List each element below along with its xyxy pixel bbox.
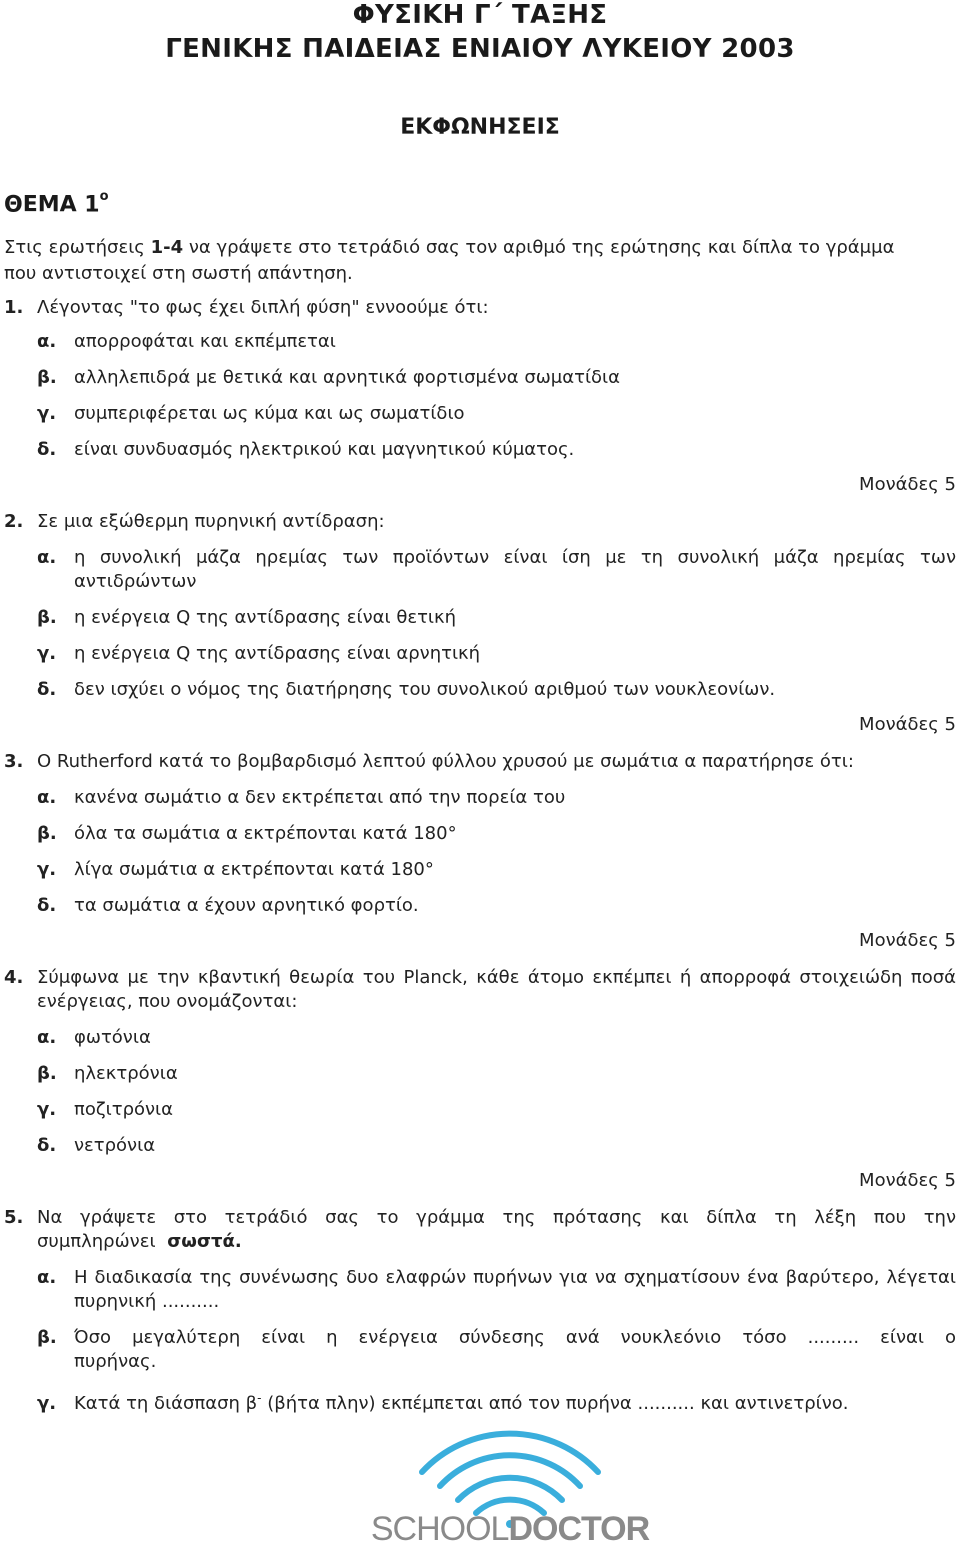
option — [37, 546, 956, 594]
option — [37, 1386, 849, 1416]
question-4 — [4, 966, 956, 1014]
option — [37, 402, 465, 426]
units-label: Μονάδες 5 — [859, 474, 956, 495]
option-letter: β. — [37, 1063, 57, 1084]
option-text: Όσο μεγαλύτερη είναι η ενέργεια σύνδεσης ανά νουκλεόνιο τόσο ......... είναι ο πυρήνας. — [74, 1327, 956, 1372]
option-text: ηλεκτρόνια — [74, 1063, 178, 1084]
option-text: η συνολική μάζα ηρεμίας των προϊόντων είναι ίση με τη συνολική μάζα ηρεμίας των αντιδρώντων — [74, 547, 956, 592]
logo-wordmark — [360, 1510, 660, 1549]
option-letter: γ. — [37, 1099, 57, 1120]
question-text: Λέγοντας "το φως έχει διπλή φύση" εννοούμε ότι: — [37, 297, 489, 318]
option-text — [74, 1393, 849, 1414]
question-text: Ο Rutherford κατά το βομβαρδισμό λεπτού φύλλου χρυσού με σωμάτια α παρατήρησε ότι: — [37, 751, 854, 772]
question-3 — [4, 750, 854, 774]
option — [37, 858, 434, 882]
option-letter: α. — [37, 1267, 57, 1288]
option — [37, 642, 480, 666]
option — [37, 606, 456, 630]
option-letter: β. — [37, 367, 57, 388]
option-letter: β. — [37, 607, 57, 628]
units-label: Μονάδες 5 — [859, 714, 956, 735]
option — [37, 678, 775, 702]
schooldoctor-logo — [360, 1420, 660, 1548]
option-letter: γ. — [37, 859, 57, 880]
question-1 — [4, 296, 489, 320]
option — [37, 822, 457, 846]
option-text: φωτόνια — [74, 1027, 151, 1048]
option-letter: γ. — [37, 1393, 57, 1414]
instructions-text: Στις ερωτήσεις — [4, 237, 151, 258]
option-letter: α. — [37, 1027, 57, 1048]
option-superscript: - — [257, 1391, 262, 1405]
option-text-part: (βήτα πλην) εκπέμπεται από τον πυρήνα .......... και αντινετρίνο. — [261, 1393, 849, 1414]
theme-superscript: ο — [99, 189, 109, 204]
option-text-part: Κατά τη διάσπαση β — [74, 1393, 258, 1414]
question-text-body: Να γράψετε στο τετράδιό σας το γράμμα της πρότασης και δίπλα τη λέξη που την συμπληρώνει — [37, 1207, 956, 1252]
option-text: όλα τα σωμάτια α εκτρέπονται κατά 180° — [74, 823, 457, 844]
document-title: ΦΥΣΙΚΗ Γ΄ ΤΑΞΗΣ — [352, 0, 608, 30]
units-label: Μονάδες 5 — [859, 930, 956, 951]
question-number: 1. — [4, 297, 24, 318]
option-text: δεν ισχύει ο νόμος της διατήρησης του συνολικού αριθμού των νουκλεονίων. — [74, 679, 776, 700]
instructions-line-1 — [4, 236, 894, 260]
option-text: κανένα σωμάτιο α δεν εκτρέπεται από την πορεία του — [74, 787, 566, 808]
option-letter: δ. — [37, 895, 57, 916]
document-subtitle: ΓΕΝΙΚΗΣ ΠΑΙΔΕΙΑΣ ΕΝΙΑΙΟΥ ΛΥΚΕΙΟΥ 2003 — [165, 34, 795, 64]
units-label: Μονάδες 5 — [859, 1170, 956, 1191]
option-letter: δ. — [37, 1135, 57, 1156]
option-text: η ενέργεια Q της αντίδρασης είναι θετική — [74, 607, 457, 628]
option-letter: α. — [37, 787, 57, 808]
option-text: Η διαδικασία της συνένωσης δυο ελαφρών πυρήνων για να σχηματίσουν ένα βαρύτερο, λέγεται πυρηνική .......... — [74, 1267, 956, 1312]
option-letter: γ. — [37, 403, 57, 424]
question-number: 3. — [4, 751, 24, 772]
instructions-range: 1-4 — [150, 237, 184, 258]
option-text: λίγα σωμάτια α εκτρέπονται κατά 180° — [74, 859, 434, 880]
option-letter: β. — [37, 823, 57, 844]
question-number: 5. — [4, 1207, 24, 1228]
theme-heading — [4, 189, 109, 218]
option — [37, 366, 620, 390]
option-letter: β. — [37, 1327, 57, 1348]
option-text: συμπεριφέρεται ως κύμα και ως σωματίδιο — [74, 403, 465, 424]
question-text — [37, 1206, 956, 1254]
option — [37, 330, 336, 354]
option-letter: γ. — [37, 643, 57, 664]
option-text: αλληλεπιδρά με θετικά και αρνητικά φορτισμένα σωματίδια — [74, 367, 621, 388]
option — [37, 1026, 151, 1050]
option-text: είναι συνδυασμός ηλεκτρικού και μαγνητικού κύματος. — [74, 439, 575, 460]
question-2 — [4, 510, 385, 534]
option-text: απορροφάται και εκπέμπεται — [74, 331, 336, 352]
option — [37, 1062, 178, 1086]
question-text: Σύμφωνα με την κβαντική θεωρία του Planck, κάθε άτομο εκπέμπει ή απορροφά στοιχειώδη ποσά ενέργειας, που ονομάζονται: — [37, 967, 956, 1012]
option-letter: α. — [37, 547, 57, 568]
question-number: 4. — [4, 967, 24, 988]
option-letter: δ. — [37, 439, 57, 460]
question-text: Σε μια εξώθερμη πυρηνική αντίδραση: — [37, 511, 385, 532]
logo-text-school: SCHOOL — [370, 1510, 509, 1548]
option — [37, 1326, 956, 1374]
option-text: η ενέργεια Q της αντίδρασης είναι αρνητική — [74, 643, 481, 664]
option — [37, 786, 565, 810]
option-text: ποζιτρόνια — [74, 1099, 174, 1120]
option — [37, 1098, 173, 1122]
question-5 — [4, 1206, 956, 1254]
option-letter: α. — [37, 331, 57, 352]
section-heading: ΕΚΦΩΝΗΣΕΙΣ — [400, 115, 560, 140]
option — [37, 1134, 155, 1158]
option — [37, 1266, 956, 1314]
option-text: τα σωμάτια α έχουν αρνητικό φορτίο. — [74, 895, 419, 916]
theme-label: ΘΕΜΑ 1 — [4, 192, 100, 218]
question-number: 2. — [4, 511, 24, 532]
option-letter: δ. — [37, 679, 57, 700]
instructions-text: να γράψετε στο τετράδιό σας τον αριθμό της ερώτησης και δίπλα το γράμμα — [183, 237, 895, 258]
logo-text-doctor: DOCTOR — [508, 1510, 650, 1548]
question-text-emphasis: σωστά. — [167, 1231, 242, 1252]
option — [37, 894, 419, 918]
option-text: νετρόνια — [74, 1135, 156, 1156]
instructions-line-2: που αντιστοιχεί στη σωστή απάντηση. — [4, 263, 353, 284]
option — [37, 438, 574, 462]
